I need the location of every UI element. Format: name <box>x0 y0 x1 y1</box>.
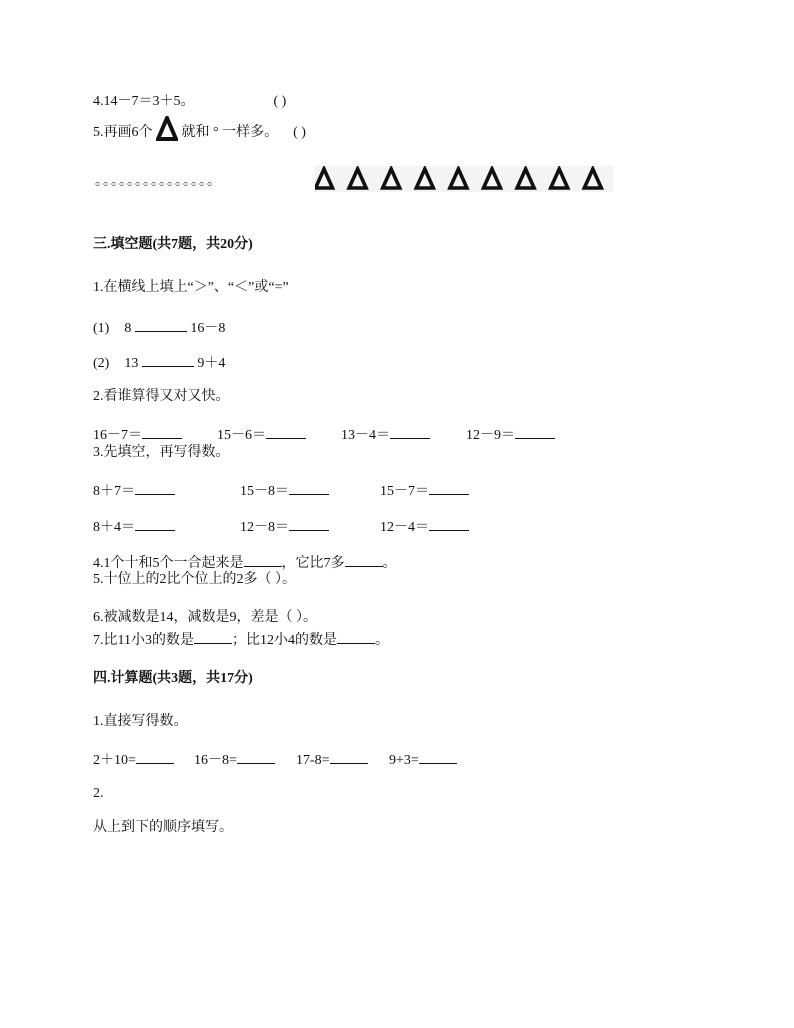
q4-text-b: ，它比7多 <box>281 556 345 571</box>
answer-blank[interactable] <box>142 424 182 439</box>
equation: 8＋4＝ <box>93 520 135 535</box>
circle-icon: ° <box>213 125 219 140</box>
answer-blank[interactable] <box>244 552 282 567</box>
part-right: 9＋4 <box>197 356 226 371</box>
answer-blank[interactable] <box>390 424 430 439</box>
part-right: 16－8 <box>190 321 226 336</box>
equation: 12－4＝ <box>380 520 429 535</box>
judge-item-5-prefix: 5.再画6个 <box>93 125 153 140</box>
part-left: 8 <box>124 321 132 336</box>
q6: 6.被减数是14，减数是9，差是（ ）。 <box>93 610 317 625</box>
triangle-icon <box>316 169 333 188</box>
triangles-svg <box>315 166 613 192</box>
answer-blank[interactable] <box>419 749 457 764</box>
q7 <box>93 629 389 650</box>
judge-item-5-suffix: 一样多。 <box>222 125 279 140</box>
equation: 16－7＝ <box>93 428 142 443</box>
q7-text-b: ；比12小4的数是 <box>231 633 337 648</box>
q5: 5.十位上的2比个位上的2多（ ）。 <box>93 572 296 587</box>
equation: 9+3= <box>389 753 419 768</box>
judge-item-5 <box>93 120 306 146</box>
s4-q1-prompt: 1.直接写得数。 <box>93 714 188 729</box>
q3-row2-item-2 <box>240 516 329 536</box>
dots-and-triangles-row <box>95 166 615 194</box>
triangle-icon <box>450 169 467 188</box>
s4-q1-item-2 <box>194 749 275 769</box>
triangle-icon <box>584 169 601 188</box>
answer-blank[interactable] <box>142 352 194 367</box>
equation: 2＋10= <box>93 753 136 768</box>
equation: 12－8＝ <box>240 520 289 535</box>
triangle-icon <box>484 169 501 188</box>
equation: 8＋7＝ <box>93 484 135 499</box>
s4-q1-item-4 <box>389 749 457 769</box>
answer-blank[interactable] <box>515 424 555 439</box>
equation: 17-8= <box>296 753 330 768</box>
s4-q2-prompt: 从上到下的顺序填写。 <box>93 820 233 835</box>
answer-blank[interactable] <box>337 629 375 644</box>
triangles-group <box>315 166 613 192</box>
judge-item-4 <box>93 93 286 111</box>
answer-blank[interactable] <box>429 480 469 495</box>
triangle-icon <box>517 169 534 188</box>
section-3-title: 三.填空题(共7题，共20分) <box>93 237 253 252</box>
q7-text-a: 7.比11小3的数是 <box>93 633 194 648</box>
answer-blank[interactable] <box>289 516 329 531</box>
answer-blank[interactable] <box>289 480 329 495</box>
equation: 13－4＝ <box>341 428 390 443</box>
q3-row2-item-1 <box>93 516 175 536</box>
s4-q1-item-3 <box>296 749 368 769</box>
q3-row1-item-3 <box>380 480 469 500</box>
triangle-icon <box>551 169 568 188</box>
triangle-icon <box>416 169 433 188</box>
q2-item-3 <box>341 424 430 444</box>
answer-parens[interactable]: ( ) <box>273 94 287 109</box>
q4-text-a: 4.1个十和5个一合起来是 <box>93 556 244 571</box>
q2-prompt: 2.看谁算得又对又快。 <box>93 389 230 404</box>
answer-blank[interactable] <box>330 749 368 764</box>
q2-item-4 <box>466 424 555 444</box>
answer-blank[interactable] <box>136 749 174 764</box>
q3-row1-item-2 <box>240 480 329 500</box>
q4 <box>93 552 397 573</box>
q2-item-1 <box>93 424 182 444</box>
answer-blank[interactable] <box>429 516 469 531</box>
part-num: (1) <box>93 321 110 336</box>
equation: 12－9＝ <box>466 428 515 443</box>
answer-blank[interactable] <box>194 629 232 644</box>
equation: 15－7＝ <box>380 484 429 499</box>
triangle-icon <box>156 116 178 142</box>
equation: 15－8＝ <box>240 484 289 499</box>
judge-item-5-middle: 就和 <box>181 125 210 140</box>
triangle-icon <box>349 169 366 188</box>
s4-q2-number: 2. <box>93 786 104 801</box>
q7-text-c: 。 <box>374 633 389 648</box>
equation: 15－6＝ <box>217 428 266 443</box>
answer-parens[interactable]: ( ) <box>293 125 306 140</box>
dots-group: 。。。。。。。。。。。。。。。 <box>95 174 222 189</box>
q3-row2-item-3 <box>380 516 469 536</box>
q1-part-1 <box>93 317 225 338</box>
equation: 16－8= <box>194 753 237 768</box>
q3-row1-item-1 <box>93 480 175 500</box>
answer-blank[interactable] <box>345 552 383 567</box>
triangle-icon <box>383 169 400 188</box>
q3-prompt: 3.先填空，再写得数。 <box>93 445 230 460</box>
s4-q1-item-1 <box>93 749 174 769</box>
answer-blank[interactable] <box>135 480 175 495</box>
section-4-title: 四.计算题(共3题，共17分) <box>93 671 253 686</box>
q4-text-c: 。 <box>382 556 397 571</box>
answer-blank[interactable] <box>266 424 306 439</box>
answer-blank[interactable] <box>135 516 175 531</box>
q1-prompt: 1.在横线上填上“＞”、“＜”或“=” <box>93 280 289 295</box>
q2-item-2 <box>217 424 306 444</box>
part-left: 13 <box>124 356 139 371</box>
answer-blank[interactable] <box>135 317 187 332</box>
judge-item-4-text: 4.14－7＝3＋5。 <box>93 94 195 109</box>
part-num: (2) <box>93 356 110 371</box>
q1-part-2 <box>93 352 225 373</box>
answer-blank[interactable] <box>237 749 275 764</box>
